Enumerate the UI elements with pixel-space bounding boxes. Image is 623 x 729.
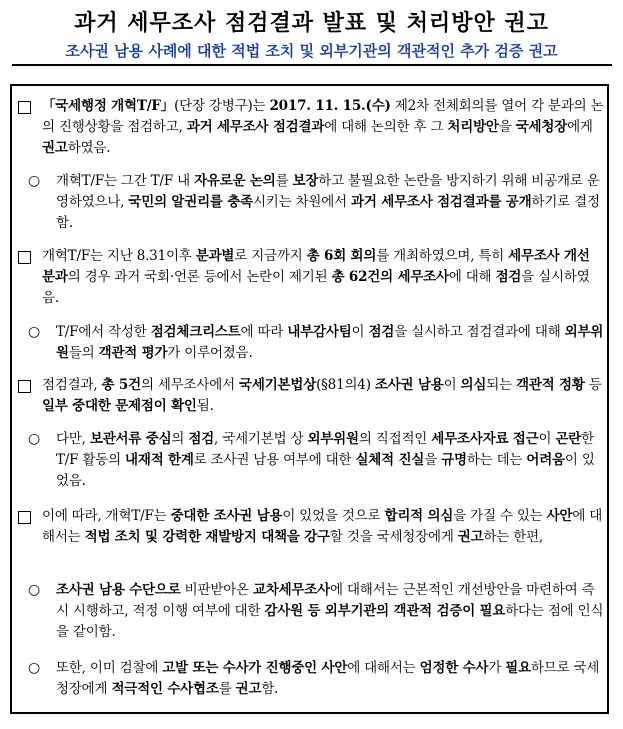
bold-text-run: 엄정한 수사 <box>419 660 489 676</box>
circle-bullet-icon: ○ <box>28 660 41 676</box>
text-run: 등 <box>584 377 602 393</box>
bold-text-run: 점검 <box>188 431 215 447</box>
bold-text-run: 필요 <box>505 660 531 676</box>
text-run: 의 <box>171 431 189 447</box>
bold-text-run: 내재적 한계 <box>125 452 194 468</box>
text-run: 하는 데는 <box>466 452 527 468</box>
text-run: 하였음. <box>67 140 111 156</box>
text-run: 함. <box>261 681 279 697</box>
paragraph-text <box>56 322 604 364</box>
text-run: T/F에서 작성한 <box>56 324 151 340</box>
text-run: 을 실시하고 점검결과에 대해 <box>394 324 565 340</box>
text-run: 에 대해 논의한 후 그 <box>324 119 448 135</box>
text-run: (단장 강병구)는 <box>174 98 270 114</box>
square-bullet-icon <box>18 380 31 393</box>
text-run: 을 가질 수 있는 <box>453 508 547 524</box>
text-run: 의 경우 과거 국회·언론 등에서 논란이 제기된 <box>67 269 332 285</box>
document-title: 과거 세무조사 점검결과 발표 및 처리방안 권고 <box>74 11 549 36</box>
text-run: 이에 따라, 개혁T/F는 <box>42 508 171 524</box>
text-run: 다만, <box>56 431 90 447</box>
text-run: 개혁T/F는 지난 8.31이후 <box>42 248 196 264</box>
bold-text-run: 권고 <box>42 140 68 156</box>
text-run: 에 따라 <box>240 324 288 340</box>
text-run: 이 있었음. <box>56 452 595 489</box>
bold-text-run: 사안 <box>546 508 573 524</box>
bold-text-run: 점검체크리스트 <box>150 324 241 340</box>
text-run: 의 세무조사에서 <box>140 377 240 393</box>
document-subtitle: 조사권 남용 사례에 대한 적법 조치 및 외부기관의 객관적인 추가 검증 권고 <box>65 42 558 60</box>
text-run: 로 지금까지 <box>234 248 307 264</box>
bold-text-run: 적법 조치 및 강력한 재발방지 대책을 강구 <box>84 529 330 545</box>
bold-text-run: 권고 <box>457 529 484 545</box>
text-run: 하기로 결정함. <box>56 194 600 231</box>
bold-text-run: 총 5건 <box>101 377 141 393</box>
paragraph-4 <box>28 322 604 364</box>
paragraph-text <box>42 246 604 309</box>
bold-text-run: 내부감사팀 <box>287 324 352 340</box>
text-run: 가 <box>488 660 506 676</box>
text-run: 시키는 차원에서 <box>252 194 352 210</box>
bold-text-run: 보관서류 중심 <box>89 431 172 447</box>
square-bullet-icon <box>18 511 31 524</box>
bold-text-run: 총 6회 회의 <box>306 248 377 264</box>
bold-text-run: 총 62건의 세무조사 <box>331 269 449 285</box>
text-run: 비판받아온 <box>180 582 253 598</box>
paragraph-2 <box>28 171 604 234</box>
bold-text-run: 처리방안 <box>447 119 499 135</box>
bold-text-run: 교차세무조사 <box>252 582 331 598</box>
text-run: 에 대해서는 <box>42 508 603 545</box>
text-run: 들의 <box>68 345 99 361</box>
text-run: 이 <box>538 431 556 447</box>
bold-text-run: 과거 세무조사 점검결과를 공개 <box>351 194 532 210</box>
paragraph-text <box>42 506 604 548</box>
text-run: 에게 <box>567 119 593 135</box>
paragraph-6 <box>28 429 604 492</box>
circle-bullet-icon: ○ <box>28 431 41 447</box>
circle-bullet-icon: ○ <box>28 173 41 189</box>
text-run: (§81의4) <box>316 377 375 393</box>
paragraph-1 <box>18 96 604 159</box>
text-run: 에 대해 <box>448 269 496 285</box>
bold-text-run: 「국세행정 개혁T/F」 <box>42 98 175 114</box>
paragraph-text <box>56 658 604 700</box>
bold-text-run: 고발 또는 수사가 진행중인 사안 <box>162 660 348 676</box>
circle-bullet-icon: ○ <box>28 582 41 598</box>
text-run: 의 직접적인 <box>358 431 432 447</box>
bold-text-run: 외부위원 <box>56 324 604 361</box>
paragraph-7 <box>18 506 604 548</box>
bold-text-run: 어려움 <box>526 452 565 468</box>
bold-text-run: 국세청장 <box>515 119 568 135</box>
bold-text-run: 외부위원 <box>307 431 359 447</box>
paragraph-8 <box>28 580 604 643</box>
text-run: 에 대해서는 <box>347 660 420 676</box>
bold-text-run: 과거 세무조사 점검결과 <box>186 119 325 135</box>
text-run: 되는 <box>486 377 516 393</box>
paragraph-3 <box>18 246 604 309</box>
text-run: 하다는 점에 인식을 같이함. <box>56 603 604 640</box>
bold-text-run: 2017. 11. 15.(수) <box>269 98 391 114</box>
paragraph-text <box>56 171 604 234</box>
text-run: 를 <box>275 173 293 189</box>
bold-text-run: 세무조사 개선 분과 <box>42 248 590 285</box>
text-run: 로 조사권 남용 여부에 대한 <box>193 452 356 468</box>
text-run: 하는 한편, <box>483 529 543 545</box>
bold-text-run: 조사권 남용 수단으로 <box>56 582 181 598</box>
text-run: 가 이루어졌음. <box>167 345 253 361</box>
bold-text-run: 합리적 의심 <box>384 508 454 524</box>
text-run: 할 것을 국세청장에게 <box>329 529 458 545</box>
bold-text-run: 규명 <box>441 452 467 468</box>
bold-text-run: 자유로운 논의 <box>194 173 276 189</box>
bold-text-run: 객관적 정황 <box>515 377 585 393</box>
paragraph-text <box>42 96 604 159</box>
bold-text-run: 국세기본법상 <box>239 377 317 393</box>
bold-text-run: 객관적 평가 <box>98 345 168 361</box>
bold-text-run: 일부 중대한 문제점이 확인 <box>42 398 197 414</box>
text-run: 를 개최하였으며, 특히 <box>376 248 509 264</box>
text-run: 이 <box>351 324 369 340</box>
bold-text-run: 중대한 조사권 남용 <box>170 508 283 524</box>
bold-text-run: 실체적 진실 <box>355 452 425 468</box>
paragraph-text <box>56 429 604 492</box>
text-run: 하고 불필요한 논란을 방지하기 위해 비공개로 운영하였으나, <box>56 173 600 210</box>
text-run: 한 T/F 활동의 <box>56 431 594 468</box>
bold-text-run: 감사원 등 외부기관의 객관적 검증이 필요 <box>264 603 506 619</box>
text-run: 이 <box>443 377 461 393</box>
square-bullet-icon <box>18 101 31 114</box>
text-run: 개혁T/F는 그간 T/F 내 <box>56 173 195 189</box>
bold-text-run: 곤란 <box>555 431 582 447</box>
text-run: 을 실시하였음. <box>42 269 590 306</box>
text-run: , 국세기본법 상 <box>214 431 308 447</box>
circle-bullet-icon: ○ <box>28 324 41 340</box>
text-run: 를 <box>218 681 236 697</box>
bold-text-run: 국민의 알권리를 충족 <box>128 194 253 210</box>
text-run: 이 있었을 것으로 <box>282 508 385 524</box>
square-bullet-icon <box>18 251 31 264</box>
paragraph-text <box>42 375 604 417</box>
text-run: 하므로 국세청장에게 <box>56 660 600 697</box>
text-run: 을 <box>424 452 442 468</box>
paragraph-text <box>56 580 604 643</box>
text-run: 점검결과, <box>42 377 102 393</box>
bold-text-run: 적극적인 수사협조 <box>111 681 219 697</box>
bold-text-run: 권고 <box>235 681 262 697</box>
bold-text-run: 점검 <box>495 269 522 285</box>
bold-text-run: 의심 <box>460 377 487 393</box>
paragraph-5 <box>18 375 604 417</box>
bold-text-run: 세무조사자료 접근 <box>431 431 539 447</box>
text-run: 을 <box>498 119 516 135</box>
subtitle-underline <box>12 64 612 66</box>
bold-text-run: 조사권 남용 <box>374 377 444 393</box>
text-run: 에 대해서는 근본적인 개선방안을 마련하여 즉시 시행하고, 적정 이행 여부에 대한 <box>56 582 595 619</box>
bold-text-run: 분과별 <box>195 248 235 264</box>
paragraph-9 <box>28 658 604 700</box>
text-run: 또한, 이미 검찰에 <box>56 660 163 676</box>
bold-text-run: 보장 <box>292 173 319 189</box>
text-run: 제2차 전체회의를 열어 각 분과의 논의 진행상황을 점검하고, <box>42 98 604 135</box>
text-run: 됨. <box>196 398 214 414</box>
bold-text-run: 점검 <box>368 324 395 340</box>
